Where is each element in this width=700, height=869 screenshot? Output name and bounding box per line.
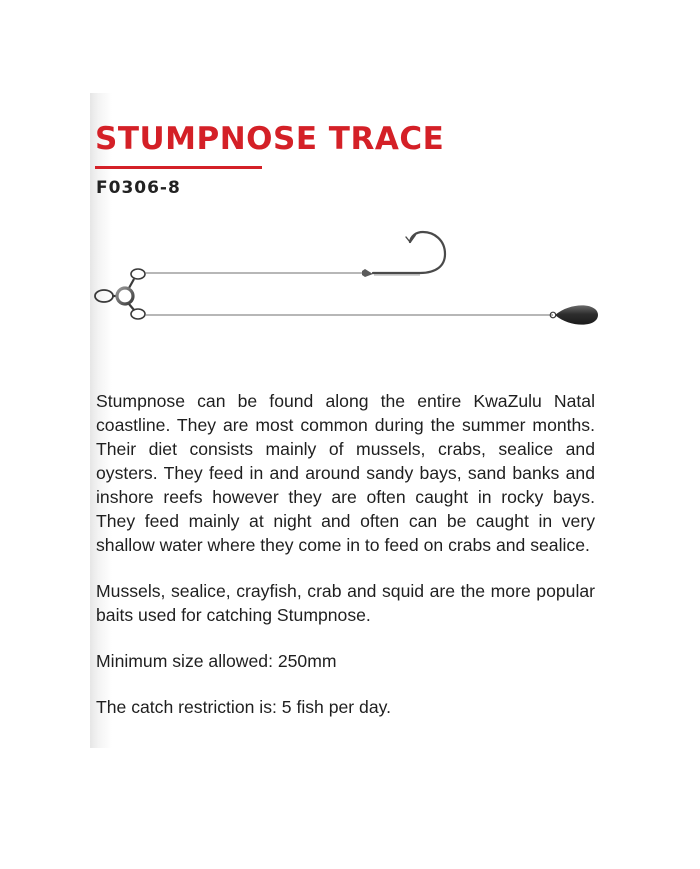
hook-icon <box>362 232 445 277</box>
sinker-icon <box>550 305 598 324</box>
minimum-size-text: Minimum size allowed: 250mm <box>96 651 337 671</box>
catch-restriction-text: The catch restriction is: 5 fish per day. <box>96 697 391 717</box>
title-underline <box>95 166 262 169</box>
bait-paragraph: Mussels, sealice, crayfish, crab and squid are the more popular baits used for catching Stumpnose. <box>96 581 595 625</box>
fishing-rig-icon <box>90 222 610 334</box>
description-paragraph: Stumpnose can be found along the entire KwaZulu Natal coastline. They are most common during the summer months. Their diet consists mainly of mussels, crabs, sealice and oysters. They feed in and around sandy bays, sand banks and inshore reefs however they are often caught in rocky bays. They feed mainly at night and often can be caught in very shallow water where they come in to feed on crabs and sealice. <box>96 391 595 555</box>
page-title: STUMPNOSE TRACE <box>95 121 445 157</box>
product-code: F0306-8 <box>96 178 181 198</box>
three-way-swivel-icon <box>95 269 145 319</box>
description <box>96 389 595 741</box>
